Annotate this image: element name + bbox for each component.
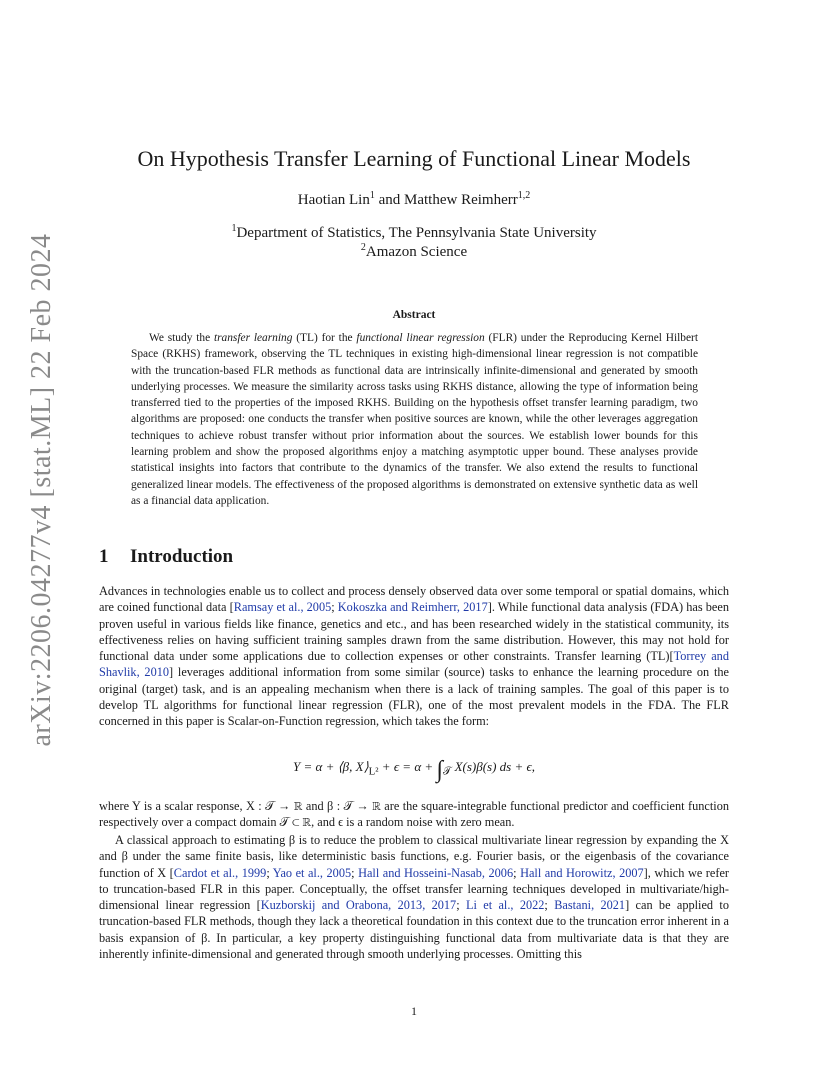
citation-link[interactable]: Hall and Hosseini-Nasab, 2006 [358,865,514,880]
text-run: ; [456,898,466,913]
section-number: 1 [99,546,109,567]
citation-link[interactable]: Kuzborskij and Orabona, 2013, 2017 [260,898,457,913]
equation-subscript: L² [368,765,379,778]
text-run: ; [351,865,359,880]
text-run: We study the [149,332,214,344]
equation-part: + ϵ = α + [378,759,437,774]
integration-domain: 𝒯 [443,765,452,778]
section-title: Introduction [130,546,234,567]
affiliation-text: Department of Statistics, The Pennsylvania State University [236,225,597,241]
text-run: ], which we refer to truncation-based FLR in this paper. Conceptually, the offset transfer learning techniques developed in multivariate/high-dimensional linear regression [ [99,865,730,913]
text-run: ; [544,898,555,913]
citation-link[interactable]: Torrey and Shavlik, 2010 [99,649,729,680]
affiliation-marker: 2 [360,242,366,253]
body-paragraph [99,832,729,962]
text-run: ; [513,865,521,880]
integral-sign: ∫ [436,757,444,783]
arxiv-identifier: arXiv:2206.04277v4 [stat.ML] 22 Feb 2024 [26,233,57,747]
citation-link[interactable]: Hall and Horowitz, 2007 [520,865,644,880]
abstract-heading: Abstract [392,309,436,321]
emphasis: functional linear regression [356,332,485,344]
paper-title: On Hypothesis Transfer Learning of Functional Linear Models [137,146,691,171]
equation-part: X(s)β(s) ds + ϵ, [451,759,535,774]
author-name: Matthew Reimherr [404,192,518,208]
text-run: ]. While functional data analysis (FDA) has been proven useful in various fields like finance, genetics and etc., and has been researched widely in the statistical community, its effectiveness relies on having sufficient training samples drawn from the same distribution. However, this may not hold for functional data under some applications due to collection expenses or other constraints. Transfer learning (TL)[ [99,600,729,664]
text-run: ] leverages additional information from some similar (source) tasks to enhance the learning procedure on the original (target) task, and is an appealing mechanism when there is a lack of training samples. The goal of this paper is to develop TL algorithms for functional linear regression (FLR), one of the most prevalent models in the FDA. The FLR concerned in this paper is Scalar-on-Function regression, which takes the form: [99,665,729,729]
citation-link[interactable]: Cardot et al., 1999 [173,865,267,880]
page-number: 1 [411,1004,417,1018]
text-run: (TL) for the [292,332,357,344]
citation-link[interactable]: Yao et al., 2005 [272,865,352,880]
affiliation-marker: 1 [231,223,237,234]
emphasis: transfer learning [213,332,293,344]
citation-link[interactable]: Kokoszka and Reimherr, 2017 [337,600,488,615]
author-name: Haotian Lin [297,192,370,208]
text-run: ] can be applied to truncation-based FLR methods, though they lack a theoretical foundation in this context due to the truncation error inherent in a basis expansion of β. In particular, a key property distinguishing functional data from multivariate data is that they are inherently infinite-dimensional and generated through smooth underlying processes. Omitting this [99,898,729,962]
text-run: Advances in technologies enable us to collect and process densely observed data over some temporal or spatial domains, which are coined functional data [ [99,584,729,615]
section-heading [99,546,233,568]
affiliation [0,225,828,242]
body-paragraph [99,583,729,730]
author-list [0,192,828,209]
equation-part: Y = α + ⟨β, X⟩ [293,759,369,774]
citation-link[interactable]: Li et al., 2022 [465,898,545,913]
citation-link[interactable]: Ramsay et al., 2005 [233,600,332,615]
text-run: ; [331,600,338,615]
text-run: (FLR) under the Reproducing Kernel Hilbert Space (RKHS) framework, observing the TL techniques in existing high-dimensional linear regression is not compatible with the truncation-based FLR methods as functional data are intrinsically infinite-dimensional and generated by smooth underlying processes. We measure the similarity across tasks using RKHS distance, allowing the type of information being transferred tied to the properties of the imposed RKHS. Building on the hypothesis offset transfer learning paradigm, two algorithms are proposed: one conducts the transfer when positive sources are known, while the other leverages aggregation techniques to achieve robust transfer without prior information about the sources. We establish lower bounds for this learning problem and show the proposed algorithms enjoy a matching asymptotic upper bound. These analyses provide statistical insights into factors that contribute to the dynamics of the transfer. We also extend the results to functional generalized linear models. The effectiveness of the proposed algorithms is demonstrated on extensive synthetic data as well as a financial data application. [131,332,698,507]
affiliation-marker: 1,2 [517,190,531,201]
affiliation-text: Amazon Science [365,244,468,260]
affiliation [0,244,828,261]
text-run: ; [266,865,273,880]
citation-link[interactable]: Bastani, 2021 [554,898,626,913]
affiliation-marker: 1 [369,190,375,201]
body-paragraph: where Y is a scalar response, X : 𝒯 → ℝ and β : 𝒯 → ℝ are the square-integrable functional predictor and coefficient function respectively over a compact domain 𝒯 ⊂ ℝ, and ϵ is a random noise with zero mean. [99,799,729,830]
abstract-body [131,330,698,509]
author-conjunction: and [374,192,405,208]
display-equation [0,757,828,784]
text-run: A classical approach to estimating β is to reduce the problem to classical multivariate linear regression by expanding the X and β under the same finite basis, like deterministic basis functions, e.g. Fourier basis, or the eigenbasis of the covariance function of X [ [99,833,729,880]
arxiv-sidebar-stamp [20,233,64,747]
